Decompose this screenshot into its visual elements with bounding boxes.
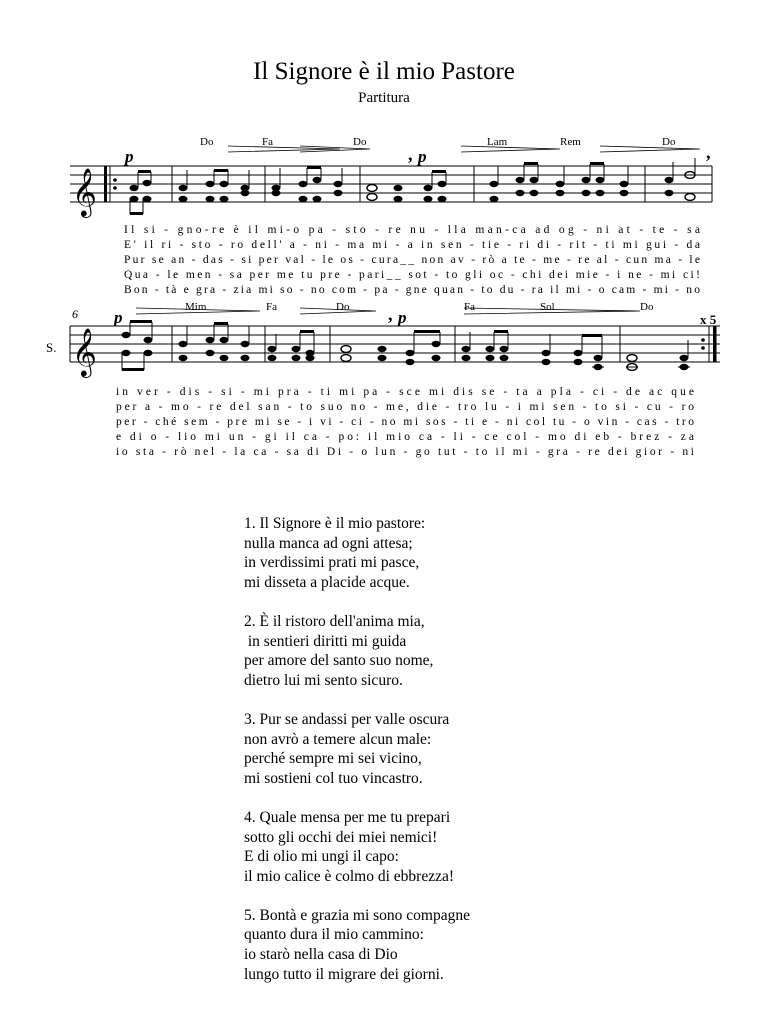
stanza-line: mi sostieni col tuo vincastro. <box>244 769 423 787</box>
lyric-line: io sta - rò nel - la ca - sa di Di - o lun - go tut - to il mi - gra - re dei gior - ni <box>116 446 695 458</box>
notes-system-2 <box>122 320 691 371</box>
lyric-line: e di o - lio mi un - gi il ca - po: il mio ca - li - ce col - mo di eb - brez - za <box>116 431 694 443</box>
lyric-line: Pur se an - das - si per val - le os - cura__ non av - rò a te - me - re al - cun ma - le <box>124 254 701 266</box>
staff-system-1 <box>70 136 712 296</box>
breath-mark: , <box>388 304 393 324</box>
stanza-line: 4. Quale mensa per me tu prepari <box>244 808 451 826</box>
stanza-line: in sentieri diritti mi guida <box>244 632 407 650</box>
svg-text:Do: Do <box>353 136 367 148</box>
svg-text:Mim: Mim <box>185 301 207 313</box>
lyric-line: Bon - tà e gra - zia mi so - no com - pa - gne quan - to du - ra il mi - o cam - mi - no <box>124 284 700 296</box>
stanza-line: 5. Bontà e grazia mi sono compagne <box>244 906 470 924</box>
lyrics-system-2 <box>116 386 694 458</box>
stanza-line: io starò nella casa di Dio <box>244 946 398 964</box>
stanza-line: non avrò a temere alcun male: <box>244 730 432 748</box>
repeat-count: x 5 <box>700 312 717 327</box>
lyric-line: E' il ri - sto - ro dell' a - ni - ma mi - a in sen - tie - ri di - rit - ti mi gui - da <box>124 239 701 251</box>
stanza-line: mi disseta a placide acque. <box>244 573 410 591</box>
stanza-line: lungo tutto il migrare dei giorni. <box>244 965 444 983</box>
lyrics-text-block <box>244 514 470 1004</box>
stanza-line: per amore del santo suo nome, <box>244 652 434 670</box>
stanza-line: dietro lui mi sento sicuro. <box>244 671 403 689</box>
stanza-line: 1. Il Signore è il mio pastore: <box>244 515 426 532</box>
svg-text:Do: Do <box>200 136 214 148</box>
part-label: S. <box>46 340 57 355</box>
stanza-5 <box>244 906 470 984</box>
lyrics-system-1 <box>124 224 700 296</box>
staff-lines <box>70 326 720 362</box>
stanza-line: perché sempre mi sei vicino, <box>244 750 422 768</box>
svg-text:Fa: Fa <box>262 136 273 148</box>
stanza-2 <box>244 612 470 690</box>
treble-clef: 𝄞 <box>72 170 97 216</box>
lyric-line: per - ché sem - pre mi se - i vi - ci - no mi sos - ti e - ni col tu - o vin - cas - tro <box>116 416 694 428</box>
lyric-line: Il si - gno-re è il mi-o pa - sto - re nu - lla man-ca ad og - ni at - te - sa <box>124 224 701 236</box>
stanza-line: quanto dura il mio cammino: <box>244 926 424 944</box>
staff-system-2 <box>46 301 720 458</box>
svg-text:Do: Do <box>662 136 676 148</box>
stanza-line: 2. È il ristoro dell'anima mia, <box>244 612 425 630</box>
stanza-line: E di olio mi ungi il capo: <box>244 848 399 866</box>
svg-text:Lam: Lam <box>487 136 508 148</box>
stanza-line: sotto gli occhi dei miei nemici! <box>244 828 438 846</box>
svg-text:Do: Do <box>336 301 350 313</box>
breath-mark: , <box>408 144 413 164</box>
staff-lines <box>70 166 712 202</box>
svg-text:Rem: Rem <box>560 136 581 148</box>
music-score <box>0 0 768 480</box>
svg-text:Sol: Sol <box>540 301 555 313</box>
breath-mark: , <box>706 142 711 162</box>
stanza-line: 3. Pur se andassi per valle oscura <box>244 710 450 728</box>
notes-system-1 <box>130 158 696 215</box>
lyric-line: in ver - dis - si - mi pra - ti mi pa - sce mi dis se - ta a pla - ci - de ac que <box>116 386 695 398</box>
stanza-line: il mio calice è colmo di ebbrezza! <box>244 867 455 885</box>
dynamic-piano: p <box>398 308 407 327</box>
stanza-1 <box>244 514 470 592</box>
dynamic-piano: p <box>114 308 123 327</box>
stanza-3 <box>244 710 470 788</box>
svg-text:Fa: Fa <box>266 301 277 313</box>
stanza-4 <box>244 808 470 886</box>
dynamic-piano: p <box>125 147 134 166</box>
measure-number: 6 <box>72 307 78 321</box>
page-title: Il Signore è il mio Pastore <box>253 58 515 85</box>
treble-clef: 𝄞 <box>72 330 97 376</box>
lyric-line: Qua - le men - sa per me tu pre - pari__ sot - to gli oc - chi dei mie - i ne - mi ci! <box>124 269 701 281</box>
dynamic-piano: p <box>418 147 427 166</box>
svg-text:Do: Do <box>640 301 654 313</box>
stanza-line: in verdissimi prati mi pasce, <box>244 554 420 572</box>
lyric-line: per a - mo - re del san - to suo no - me, die - tro lu - i mi sen - to si - cu - ro <box>116 401 695 413</box>
stanza-line: nulla manca ad ogni attesa; <box>244 534 413 552</box>
svg-text:Fa: Fa <box>464 301 475 313</box>
page-subtitle: Partitura <box>358 90 410 106</box>
hairpins <box>228 146 700 152</box>
